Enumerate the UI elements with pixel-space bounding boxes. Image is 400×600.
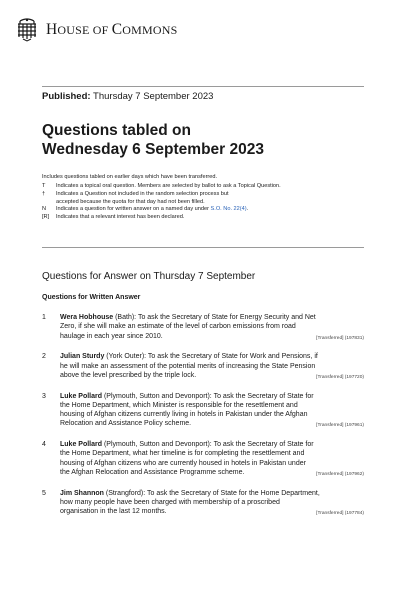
question-line xyxy=(60,313,364,322)
question-text: To ask the Secretary of State for xyxy=(213,441,314,449)
question-text: housing of Afghan citizens who are currently housed in hotels in Pakistan under xyxy=(60,459,306,467)
question-line xyxy=(60,401,364,410)
question-number: 3 xyxy=(42,392,46,400)
question-reference: [Transferred] (197720) xyxy=(316,374,364,380)
question-line xyxy=(60,362,364,371)
legend-text: Indicates a topical oral question. Members are selected by ballot to ask a Topical Question. xyxy=(56,183,281,189)
question-text: how many people have been charged with membership of a proscribed xyxy=(60,499,280,507)
question-text: To ask the Secretary of State for Energy Security and Net xyxy=(137,314,316,321)
question-line xyxy=(60,410,364,419)
question-line xyxy=(60,449,364,458)
legend-symbol: † xyxy=(42,190,46,197)
member-name: Wera Hobhouse xyxy=(60,314,114,321)
constituency: (Plymouth, Sutton and Devonport): xyxy=(102,392,214,400)
question-body xyxy=(60,440,364,479)
member-name: Jim Shannon xyxy=(60,489,104,497)
portcullis-icon xyxy=(16,18,38,42)
question-line xyxy=(60,371,364,380)
question-text: above the level prescribed by the triple lock. xyxy=(60,371,197,379)
question-item xyxy=(42,392,364,431)
legend-text-suffix: . xyxy=(246,206,249,213)
legend-symbol xyxy=(42,199,56,207)
legend-text: Indicates that a relevant interest has been declared. xyxy=(56,214,185,221)
sub-heading: Questions for Written Answer xyxy=(42,294,141,301)
page-title xyxy=(42,121,264,159)
constituency: (York Outer): xyxy=(104,353,148,361)
house-title: HOUSE OF COMMONS xyxy=(46,21,178,38)
question-text: To ask the Secretary of State for the Home Department, xyxy=(147,489,320,497)
question-text: organisation in the last 12 months. xyxy=(60,508,167,516)
section-heading: Questions for Answer on Thursday 7 September xyxy=(42,271,256,282)
member-name: Julian Sturdy xyxy=(60,353,105,361)
question-item xyxy=(42,440,364,479)
legend-row xyxy=(42,206,362,214)
page-title-line-1: Questions tabled on xyxy=(42,122,191,139)
question-text: the Home Department, what her timeline is for completing the resettlement and xyxy=(60,450,305,458)
intro-text: Includes questions tabled on earlier days which have been transferred. xyxy=(42,174,218,180)
question-line xyxy=(60,468,364,477)
page-title-line-2: Wednesday 6 September 2023 xyxy=(42,141,264,158)
legend-text xyxy=(56,206,362,214)
question-line xyxy=(60,440,364,449)
question-text: he will make an assessment of the potential merits of increasing the State Pension xyxy=(60,362,316,370)
question-line xyxy=(60,332,364,341)
legend-symbol: T xyxy=(42,183,46,189)
constituency: (Plymouth, Sutton and Devonport): xyxy=(102,441,214,449)
question-line xyxy=(60,459,364,468)
question-line xyxy=(60,392,364,401)
question-number: 1 xyxy=(42,314,46,321)
question-number: 4 xyxy=(42,441,46,449)
member-name: Luke Pollard xyxy=(60,392,103,400)
symbol-legend xyxy=(42,183,362,222)
member-name: Luke Pollard xyxy=(60,441,103,449)
question-text: To ask the Secretary of State for Work and Pensions, if xyxy=(147,353,318,361)
standing-order-link[interactable]: S.O. No. 22(4) xyxy=(210,206,247,213)
question-reference: [Transferred] (197831) xyxy=(316,335,364,341)
legend-text: Indicates a Question not included in the random selection process but xyxy=(56,190,229,197)
question-line xyxy=(60,322,364,331)
top-divider xyxy=(42,86,364,87)
question-line xyxy=(60,507,364,516)
question-text: the Home Department, which Minister is responsible for the resettlement and xyxy=(60,401,298,409)
constituency: (Strangford): xyxy=(103,489,148,497)
page-header xyxy=(16,18,177,42)
legend-row xyxy=(42,191,362,199)
legend-symbol: [R] xyxy=(42,214,50,221)
question-line xyxy=(60,498,364,507)
question-item xyxy=(42,489,364,519)
published-date: Thursday 7 September 2023 xyxy=(93,91,214,102)
question-item xyxy=(42,352,364,382)
question-body xyxy=(60,392,364,431)
legend-text: accepted because the quota for that day had not been filled. xyxy=(56,198,205,205)
published-line xyxy=(42,91,213,102)
question-text: the Afghan Relocation and Assistance Programme scheme. xyxy=(60,469,245,477)
question-text: housing of Afghan citizens currently living in hotels in Pakistan under the Afghan xyxy=(60,411,308,419)
constituency: (Bath): xyxy=(113,314,138,321)
question-body xyxy=(60,489,364,519)
question-text: To ask the Secretary of State for xyxy=(213,392,314,400)
legend-text-part: Indicates a question for written answer on a named day under xyxy=(56,206,211,213)
question-text: Zero, if she will make an estimate of the level of carbon emissions from road xyxy=(60,323,296,331)
legend-row xyxy=(42,183,362,191)
question-body xyxy=(60,313,364,343)
legend-symbol: N xyxy=(42,206,47,213)
question-reference: [Transferred] (197961) xyxy=(316,423,364,429)
question-line xyxy=(60,419,364,428)
section-divider xyxy=(42,247,364,248)
question-reference: [Transferred] (197962) xyxy=(316,472,364,478)
question-text: Relocation and Assistance Policy scheme. xyxy=(60,420,192,428)
legend-row xyxy=(42,214,362,222)
question-reference: [Transferred] (197784) xyxy=(316,511,364,517)
questions-list xyxy=(42,313,364,528)
question-number: 5 xyxy=(42,489,46,497)
question-item xyxy=(42,313,364,343)
question-line xyxy=(60,489,364,498)
question-body xyxy=(60,352,364,382)
question-text: haulage in each year since 2010. xyxy=(60,332,163,340)
question-number: 2 xyxy=(42,353,46,361)
legend-row xyxy=(42,199,362,207)
question-line xyxy=(60,352,364,361)
published-label: Published: xyxy=(42,91,91,102)
